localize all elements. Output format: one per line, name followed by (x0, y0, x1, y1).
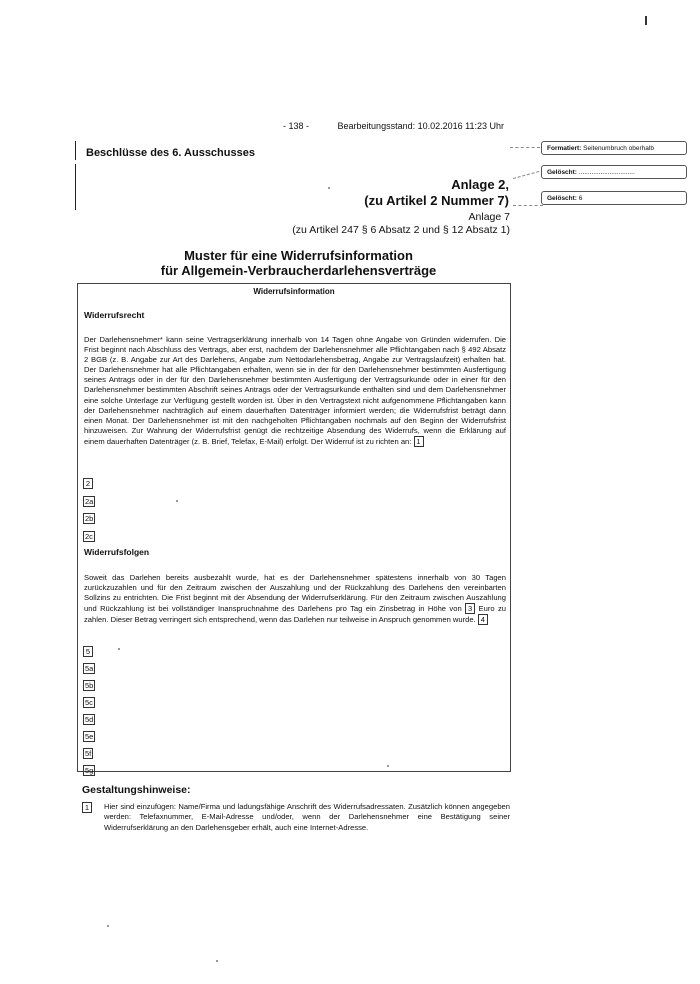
comment-connector (513, 171, 539, 179)
placeholder-marker: 5d (85, 715, 94, 724)
section-title-withdrawal-right: Widerrufsrecht (84, 310, 145, 320)
placeholder-marker: 2a (85, 496, 94, 506)
edit-status: Bearbeitungsstand: 10.02.2016 11:23 Uhr (337, 121, 504, 131)
consequences-body-b: Euro zu zahlen. Dieser Betrag verringert sich entsprechend, wenn das Darlehen nur teilweise in Anspruch genommen wurde. (84, 604, 506, 625)
scan-speck (107, 925, 109, 927)
scan-speck (387, 765, 389, 767)
withdrawal-consequences-text (84, 573, 506, 625)
placeholder-list-1 (83, 473, 95, 543)
placeholder-marker: 1 (414, 436, 424, 447)
withdrawal-right-text (84, 335, 506, 447)
placeholder-marker: 1 (82, 802, 92, 813)
placeholder-marker: 2 (83, 478, 93, 489)
change-bar (75, 141, 76, 160)
comment-text: Seitenumbruch oberhalb (583, 145, 654, 152)
comment-label: Gelöscht: (547, 195, 577, 202)
page-header (283, 121, 504, 131)
comment-connector (513, 205, 543, 206)
anlage-subtitle: (zu Artikel 2 Nummer 7) (364, 193, 509, 208)
title-line-1: Muster für eine Widerrufsinformation (184, 248, 413, 263)
placeholder-marker: 2b (85, 514, 94, 523)
comment-text: ............................... (578, 169, 635, 176)
placeholder-marker: 3 (465, 603, 475, 614)
comment-label: Gelöscht: (547, 169, 577, 176)
placeholder-marker: 5f (85, 749, 92, 758)
withdrawal-right-body: Der Darlehensnehmer* kann seine Vertragserklärung innerhalb von 14 Tagen ohne Angabe von Gründen widerrufen. Die Frist beginnt nach Abschluss des Vertrags, aber erst, nachdem der Darlehensnehmer alle Pflichtangaben nach § 492 Absatz 2 BGB (z. B. Angabe zur Art des Darlehens, Angabe zum Nettodarlehensbetrag, Angabe zur Vertragslaufzeit) erhalten hat. Der Darlehensnehmer hat alle Pflichtangaben erhalten, wenn sie in der für den Darlehensnehmer bestimmten Ausfertigung seines Antrags oder in der für den Darlehensnehmer bestimmten Ausfertigung der Vertragsurkunde oder in einer für den Darlehensnehmer bestimmten Abschrift seines Antrags oder der Vertragsurkunde enthalten sind und dem Darlehensnehmer eine solche Unterlage zur Verfügung gestellt worden ist. Über in den Vertragstext nicht aufgenommene Pflichtangaben kann der Darlehensnehmer nachträglich auf einem dauerhaften Datenträger informiert werden; die Widerrufsfrist beträgt dann einen Monat. Der Darlehensnehmer ist mit den nachgeholten Pflichtangaben nochmals auf den Beginn der Widerrufsfrist hinzuweisen. Zur Wahrung der Widerrufsfrist genügt die rechtzeitige Absendung des Widerrufs, wenn die Erklärung auf einem dauerhaften Datenträger (z. B. Brief, Telefax, E-Mail) erfolgt. Der Widerruf ist zu richten an: (84, 335, 506, 446)
placeholder-list-2 (83, 641, 95, 777)
section-title-withdrawal-consequences: Widerrufsfolgen (84, 547, 150, 557)
comment-connector (510, 147, 540, 148)
box-heading: Widerrufsinformation (253, 287, 335, 296)
design-notes-heading: Gestaltungshinweise: (82, 784, 191, 796)
placeholder-marker: 2c (85, 531, 93, 541)
placeholder-marker: 5c (85, 698, 93, 707)
scan-speck (216, 960, 218, 962)
comment-deleted[interactable] (541, 165, 687, 179)
placeholder-marker: 5e (85, 732, 94, 741)
placeholder-marker: 4 (478, 614, 488, 625)
design-note-item (82, 802, 510, 833)
title-line-2: für Allgemein-Verbraucherdarlehensverträge (160, 263, 437, 278)
consequences-body-a: Soweit das Darlehen bereits ausbezahlt wurde, hat es der Darlehensnehmer spätestens innerhalb von 30 Tagen zurückzuzahlen und für den Zeitraum zwischen der Auszahlung und der Rückzahlung des Darlehens den vereinbarten Sollzins zu entrichten. Die Frist beginnt mit der Absendung der Widerrufserklärung. Für den Zeitraum zwischen Auszahlung und Rückzahlung ist bei vollständiger Inanspruchnahme des Darlehens pro Tag ein Zinsbetrag in Höhe von (84, 573, 506, 614)
page-number: - 138 - (283, 121, 310, 131)
comment-formatted[interactable] (541, 141, 687, 155)
document-title (0, 248, 597, 278)
anlage-title: Anlage 2, (451, 177, 509, 192)
placeholder-marker: 5b (85, 681, 94, 690)
scan-speck (328, 187, 330, 189)
change-bar (75, 164, 76, 210)
scan-speck (176, 500, 178, 502)
scan-speck (645, 16, 647, 25)
committee-heading: Beschlüsse des 6. Ausschusses (86, 147, 255, 159)
comment-text: 6 (578, 195, 583, 202)
old-anlage-subtitle: (zu Artikel 247 § 6 Absatz 2 und § 12 Absatz 1) (292, 224, 510, 236)
placeholder-marker: 5g (85, 766, 94, 775)
old-anlage-title: Anlage 7 (468, 211, 510, 223)
comment-label: Formatiert: (547, 145, 582, 152)
placeholder-marker: 5a (85, 664, 94, 673)
design-note-text: Hier sind einzufügen: Name/Firma und ladungsfähige Anschrift des Widerrufsadressaten. Zusätzlich können angegeben werden: Telefaxnummer, E-Mail-Adresse und/oder, wenn der Darlehensnehmer eine Bestätigung seiner Widerrufserklärung an den Darlehensgeber erhält, auch eine Internet-Adresse. (104, 802, 510, 832)
scan-speck (118, 648, 120, 650)
placeholder-marker: 5 (83, 646, 93, 657)
comment-deleted-2[interactable] (541, 191, 687, 205)
withdrawal-info-box (77, 283, 511, 775)
